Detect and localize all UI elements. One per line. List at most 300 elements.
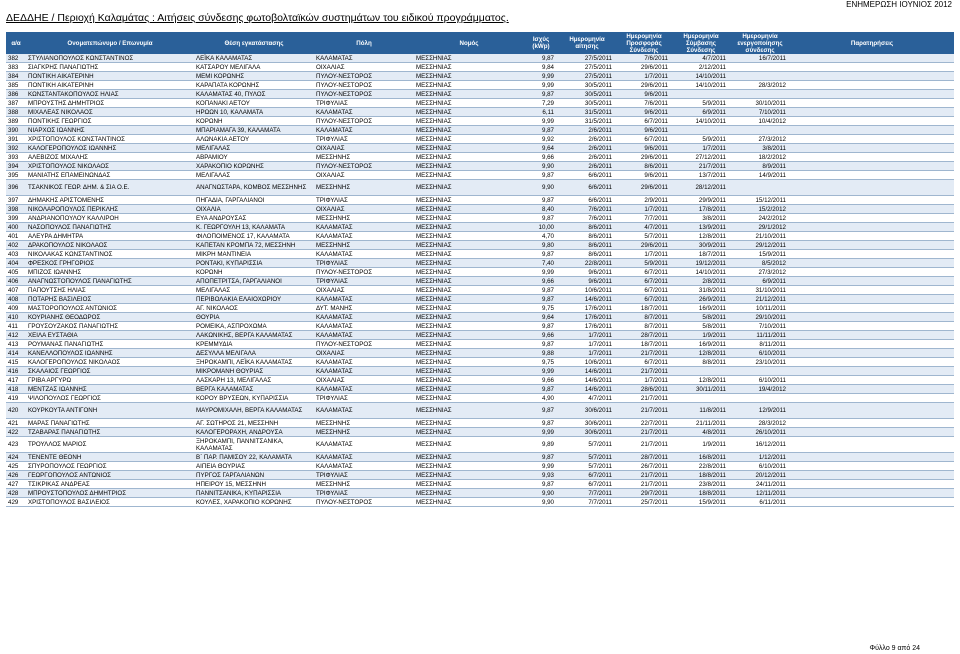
table-cell: ΜΕΣΣΗΝΙΑΣ [414,54,524,63]
table-cell: ΛΑΣΚΑΡΗ 13, ΜΕΛΙΓΑΛΑΣ [194,376,314,385]
table-cell: ΜΕΣΣΗΝΙΑΣ [414,489,524,498]
table-cell: ΟΙΧΑΛΙΑΣ [314,171,414,180]
table-cell: 9,87 [524,54,558,63]
table-cell: 21/7/2011 [616,403,672,419]
table-cell: 387 [6,99,26,108]
table-cell: ΜΕΣΣΗΝΙΑΣ [414,419,524,428]
table-cell: 6/6/2011 [558,196,616,205]
table-row [6,196,954,205]
table-cell [790,268,954,277]
table-cell: 11/11/2011 [730,331,790,340]
page-title [6,12,509,25]
table-cell: 1/9/2011 [672,437,730,453]
table-cell: 29/6/2011 [616,63,672,72]
table-cell: ΜΕΣΣΗΝΗΣ [314,419,414,428]
table-cell: 29/10/2011 [730,313,790,322]
table-cell: 5/7/2011 [616,232,672,241]
table-cell: ΑΝΔΡΙΑΝΟΠΟΥΛΟΥ ΚΑΛΛΙΡΟΗ [26,214,194,223]
table-cell: ΜΕΣΣΗΝΙΑΣ [414,471,524,480]
table-cell: ΟΙΧΑΛΙΑΣ [314,144,414,153]
table-cell: 28/12/2011 [672,180,730,196]
table-cell: 7/7/2011 [616,214,672,223]
table-cell: ΜΕΣΣΗΝΗΣ [314,428,414,437]
table-cell: 4/7/2011 [558,394,616,403]
table-cell [790,322,954,331]
table-row [6,162,954,171]
table-cell [790,304,954,313]
column-header: Ημερομηνία αίτησης [558,32,616,54]
table-cell [730,72,790,81]
table-cell: ΚΑΛΑΜΑΤΑΣ [314,367,414,376]
table-row [6,277,954,286]
table-cell [790,462,954,471]
table-row [6,376,954,385]
table-cell: 31/10/2011 [730,286,790,295]
table-cell: 8/11/2011 [730,340,790,349]
table-cell: ΜΕΝΤΖΑΣ ΙΩΑΝΝΗΣ [26,385,194,394]
table-cell: ΝΑΣΟΠΟΥΛΟΣ ΠΑΝΑΓΙΩΤΗΣ [26,223,194,232]
table-cell: 18/7/2011 [616,340,672,349]
table-cell: ΚΑΛΑΜΑΤΑΣ [314,108,414,117]
table-cell: 9,75 [524,304,558,313]
table-cell: ΘΟΥΡΙΑ [194,313,314,322]
table-cell: 18/7/2011 [616,304,672,313]
table-cell: ΜΙΚΡΟΜΑΝΗ ΘΟΥΡΙΑΣ [194,367,314,376]
table-cell: 1/7/2011 [616,72,672,81]
table-cell: ΜΕΣΣΗΝΙΑΣ [414,322,524,331]
table-cell: 12/8/2011 [672,376,730,385]
table-cell: 9,66 [524,153,558,162]
table-cell [790,376,954,385]
table-cell: ΠΑΝΝΙΤΣΑΝΙΚΑ, ΚΥΠΑΡΙΣΣΙΑ [194,489,314,498]
table-cell [790,162,954,171]
table-cell: 12/9/2011 [730,403,790,419]
table-cell: 415 [6,358,26,367]
table-cell: 390 [6,126,26,135]
table-row [6,99,954,108]
applications-table [6,32,954,507]
table-cell: 9,99 [524,428,558,437]
table-cell [790,367,954,376]
table-cell [790,498,954,507]
table-cell: ΑΒΡΑΜΙΟΥ [194,153,314,162]
table-cell [790,144,954,153]
table-cell: 1/7/2011 [558,331,616,340]
table-cell: 386 [6,90,26,99]
table-cell: 2/6/2011 [558,126,616,135]
table-cell: ΜΕΣΣΗΝΙΑΣ [414,340,524,349]
table-cell: 8/8/2011 [672,358,730,367]
table-cell: 30/11/2011 [672,385,730,394]
table-row [6,295,954,304]
table-cell: ΚΑΛΑΜΑΤΑΣ [314,54,414,63]
table-cell: 6/9/2011 [730,277,790,286]
page-title-text: ΔΕΔΔΗΕ / Περιοχή Καλαμάτας : Αιτήσεις σύνδεσης φωτοβολταϊκών συστημάτων του ειδικού προγράμματος. [6,12,509,24]
table-cell: ΜΕΣΣΗΝΗΣ [314,214,414,223]
table-cell: ΜΕΣΣΗΝΙΑΣ [414,376,524,385]
table-cell: ΚΩΝΣΤΑΝΤΑΚΟΠΟΥΛΟΣ ΗΛΙΑΣ [26,90,194,99]
table-cell [790,135,954,144]
table-cell: 6/7/2011 [616,277,672,286]
table-cell: 7/10/2011 [730,108,790,117]
table-cell: ΜΑΥΡΟΜΙΧΑΛΗ, ΒΕΡΓΑ ΚΑΛΑΜΑΤΑΣ [194,403,314,419]
table-cell: ΜΕΛΙΓΑΛΑΣ [194,171,314,180]
table-cell: ΡΟΝΤΑΚΙ, ΚΥΠΑΡΙΣΣΙΑ [194,259,314,268]
table-cell: ΟΙΧΑΛΙΑΣ [314,349,414,358]
table-cell: ΔΥΤ. ΜΑΝΗΣ [314,304,414,313]
table-cell: 9,90 [524,162,558,171]
table-cell: 14/10/2011 [672,117,730,126]
table-cell: ΧΡΙΣΤΟΠΟΥΛΟΣ ΒΑΣΙΛΕΙΟΣ [26,498,194,507]
table-cell: 5/7/2011 [558,462,616,471]
table-cell: ΚΑΛΑΜΑΤΑΣ [314,126,414,135]
table-cell: 393 [6,153,26,162]
table-cell: 28/6/2011 [616,385,672,394]
table-cell: 10/6/2011 [558,358,616,367]
table-cell: 5/7/2011 [558,453,616,462]
table-cell: ΚΟΡΟΥ ΒΡΥΣΕΩΝ, ΚΥΠΑΡΙΣΣΙΑ [194,394,314,403]
table-cell: 8,40 [524,205,558,214]
table-cell: 2/12/2011 [672,63,730,72]
table-cell: 9,87 [524,250,558,259]
table-cell: ΜΕΣΣΗΝΙΑΣ [414,180,524,196]
table-row [6,81,954,90]
table-cell: ΗΠΕΙΡΟΥ 15, ΜΕΣΣΗΝΗ [194,480,314,489]
table-cell: 14/10/2011 [672,81,730,90]
table-row [6,304,954,313]
table-cell: 1/7/2011 [616,205,672,214]
table-cell [790,214,954,223]
table-cell [790,117,954,126]
table-cell: ΑΝΑΓΝΩΣΤΑΡΑ, ΚΟΜΒΟΣ ΜΕΣΣΗΝΗΣ [194,180,314,196]
table-row [6,489,954,498]
table-cell: 1/7/2011 [672,144,730,153]
table-cell: 413 [6,340,26,349]
table-cell: 9,87 [524,90,558,99]
table-cell: ΜΕΜΙ ΚΟΡΩΝΗΣ [194,72,314,81]
table-cell: 11/8/2011 [672,403,730,419]
table-cell: ΜΕΣΣΗΝΙΑΣ [414,358,524,367]
table-cell: ΕΥΑ ΑΝΔΡΟΥΣΑΣ [194,214,314,223]
table-row [6,153,954,162]
table-cell: ΤΡΙΦΥΛΙΑΣ [314,135,414,144]
table-cell: ΔΗΜΑΚΗΣ ΑΡΙΣΤΟΜΕΝΗΣ [26,196,194,205]
table-cell [790,205,954,214]
table-cell: ΜΕΛΙΓΑΛΑΣ [194,286,314,295]
table-cell: ΞΗΡΟΚΑΜΠΙ, ΠΑΝΝΙΤΣΑΝΙΚΑ, ΚΑΛΑΜΑΤΑΣ [194,437,314,453]
table-cell: ΔΕΣΥΛΛΑ ΜΕΛΙΓΑΛΑ [194,349,314,358]
table-cell: ΜΑΡΑΣ ΠΑΝΑΓΙΩΤΗΣ [26,419,194,428]
table-cell: ΟΙΧΑΛΙΑΣ [314,63,414,72]
table-cell: ΜΕΣΣΗΝΙΑΣ [414,196,524,205]
table-cell: 392 [6,144,26,153]
table-cell [790,340,954,349]
table-cell: 422 [6,428,26,437]
table-cell: ΜΕΣΣΗΝΙΑΣ [414,385,524,394]
table-cell: ΜΕΣΣΗΝΙΑΣ [414,205,524,214]
table-cell: ΠΑΠΟΥΤΣΗΣ ΗΛΙΑΣ [26,286,194,295]
table-cell: ΟΙΧΑΛΙΑ [194,205,314,214]
table-cell: 391 [6,135,26,144]
table-cell: ΧΡΙΣΤΟΠΟΥΛΟΣ ΝΙΚΟΛΑΟΣ [26,162,194,171]
table-cell: 28/3/2012 [730,81,790,90]
table-cell: ΜΕΣΣΗΝΙΑΣ [414,223,524,232]
table-cell: 8/7/2011 [616,313,672,322]
table-row [6,403,954,419]
table-row [6,180,954,196]
table-cell: 8/5/2012 [730,259,790,268]
table-cell: 3/8/2011 [730,144,790,153]
table-cell: 6/7/2011 [558,480,616,489]
table-cell: 384 [6,72,26,81]
table-cell [790,358,954,367]
table-cell: 6/7/2011 [616,268,672,277]
table-cell [790,331,954,340]
table-cell: 427 [6,480,26,489]
table-cell: ΚΑΛΑΜΑΤΑΣ [314,223,414,232]
table-cell: 5/8/2011 [672,313,730,322]
table-cell: ΚΑΝΕΛΛΟΠΟΥΛΟΣ ΙΩΑΝΝΗΣ [26,349,194,358]
table-cell: ΚΑΛΑΜΑΤΑΣ [314,295,414,304]
table-cell: 29/7/2011 [616,489,672,498]
table-cell: 27/5/2011 [558,72,616,81]
table-cell: ΝΙΑΡΧΟΣ ΙΩΑΝΝΗΣ [26,126,194,135]
table-cell: 1/9/2011 [672,331,730,340]
table-cell: 9,87 [524,214,558,223]
table-cell: ΧΕΙΛΑ ΕΥΣΤΑΘΙΑ [26,331,194,340]
table-row [6,367,954,376]
column-header: Θέση εγκατάστασης [194,32,314,54]
table-cell: 9,87 [524,196,558,205]
table-cell: ΜΕΣΣΗΝΗΣ [314,241,414,250]
table-cell: 9,89 [524,437,558,453]
table-cell: 410 [6,313,26,322]
table-cell: 2/9/2011 [616,196,672,205]
table-cell: 19/12/2011 [672,259,730,268]
table-cell: 18/8/2011 [672,489,730,498]
table-cell: ΠΥΛΟΥ-ΝΕΣΤΟΡΟΣ [314,72,414,81]
table-cell: 2/6/2011 [558,135,616,144]
table-cell: ΜΕΣΣΗΝΙΑΣ [414,232,524,241]
table-row [6,419,954,428]
table-cell: 5/9/2011 [672,99,730,108]
table-cell: 403 [6,250,26,259]
table-cell: 407 [6,286,26,295]
table-cell: ΨΙΛΟΠΟΥΛΟΣ ΓΕΩΡΓΙΟΣ [26,394,194,403]
table-cell: 9/6/2011 [616,171,672,180]
table-cell: 27/3/2012 [730,135,790,144]
table-cell [790,171,954,180]
table-cell: ΜΕΣΣΗΝΙΑΣ [414,286,524,295]
table-cell: ΚΑΛΑΜΑΤΑΣ [314,403,414,419]
table-cell [790,63,954,72]
table-cell: ΤΕΝΕΝΤΕ ΘΕΟΝΗ [26,453,194,462]
table-cell: 9,87 [524,480,558,489]
table-cell: 402 [6,241,26,250]
table-row [6,462,954,471]
table-cell: 9,87 [524,385,558,394]
table-cell: 7/7/2011 [558,498,616,507]
table-cell: 9,87 [524,403,558,419]
table-cell: ΑΓ. ΣΩΤΗΡΟΣ 21, ΜΕΣΣΗΝΗ [194,419,314,428]
table-cell: 17/6/2011 [558,304,616,313]
table-cell: 7/7/2011 [558,489,616,498]
table-cell: ΟΙΧΑΛΙΑΣ [314,376,414,385]
table-cell: ΜΑΣΤΟΡΟΠΟΥΛΟΣ ΑΝΤΩΝΙΟΣ [26,304,194,313]
table-cell: 27/3/2012 [730,268,790,277]
table-cell [790,232,954,241]
table-cell: 21/11/2011 [672,419,730,428]
table-cell: ΜΕΛΙΓΑΛΑΣ [194,144,314,153]
table-cell: 28/7/2011 [616,453,672,462]
table-cell: ΜΕΣΣΗΝΙΑΣ [414,349,524,358]
table-cell: 426 [6,471,26,480]
table-cell: ΜΕΣΣΗΝΙΑΣ [414,90,524,99]
table-cell: ΜΠΑΡΙΑΜΑΓΑ 39, ΚΑΛΑΜΑΤΑ [194,126,314,135]
table-cell: ΜΕΣΣΗΝΙΑΣ [414,214,524,223]
table-cell: ΜΕΣΣΗΝΙΑΣ [414,153,524,162]
table-cell: 9,99 [524,462,558,471]
table-row [6,480,954,489]
table-cell: 24/11/2011 [730,480,790,489]
table-cell: 9/6/2011 [616,90,672,99]
table-cell: ΜΕΣΣΗΝΙΑΣ [414,81,524,90]
table-cell [790,471,954,480]
table-cell: 9,90 [524,498,558,507]
table-cell: 9,80 [524,241,558,250]
table-cell: 396 [6,180,26,196]
table-cell: 7/6/2011 [616,99,672,108]
table-cell: 8/9/2011 [730,162,790,171]
table-cell: 14/10/2011 [672,72,730,81]
table-cell: 22/7/2011 [616,419,672,428]
table-cell: ΚΑΠΕΤΑΝ ΚΡΟΜΠΑ 72, ΜΕΣΣΗΝΗ [194,241,314,250]
table-cell: ΜΕΣΣΗΝΙΑΣ [414,295,524,304]
table-cell: 21/10/2011 [730,232,790,241]
table-cell: 9/6/2011 [616,144,672,153]
table-cell: ΜΕΣΣΗΝΙΑΣ [414,72,524,81]
table-cell: ΣΙΑΓΚΡΗΣ ΠΑΝΑΓΙΩΤΗΣ [26,63,194,72]
table-cell: 20/12/2011 [730,471,790,480]
table-cell [790,403,954,419]
table-cell [790,419,954,428]
table-cell: 383 [6,63,26,72]
table-cell: 7/6/2011 [558,205,616,214]
table-cell: 9,87 [524,171,558,180]
table-cell: ΤΡΙΦΥΛΙΑΣ [314,489,414,498]
table-cell: ΚΑΛΑΜΑΤΑΣ [314,453,414,462]
table-cell: 9,93 [524,471,558,480]
table-cell: ΚΟΡΩΝΗ [194,117,314,126]
table-cell: ΜΕΣΣΗΝΙΑΣ [414,394,524,403]
table-cell: 408 [6,295,26,304]
table-cell: ΑΛΕΒΙΖΟΣ ΜΙΧΑΛΗΣ [26,153,194,162]
table-row [6,428,954,437]
table-cell: ΚΑΛΑΜΑΤΑΣ [314,232,414,241]
table-cell: 21/7/2011 [672,162,730,171]
table-cell: ΚΑΡΑΠΑΤΑ ΚΟΡΩΝΗΣ [194,81,314,90]
table-cell: ΜΕΣΣΗΝΙΑΣ [414,367,524,376]
table-cell: ΠΟΝΤΙΚΗ ΑΙΚΑΤΕΡΙΝΗ [26,81,194,90]
table-cell: 6/10/2011 [730,376,790,385]
table-cell: 4/8/2011 [672,428,730,437]
table-cell: 6,11 [524,108,558,117]
table-cell: ΚΑΛΑΜΑΤΑΣ [314,462,414,471]
table-cell: ΜΕΣΣΗΝΙΑΣ [414,250,524,259]
table-cell: ΜΕΣΣΗΝΙΑΣ [414,99,524,108]
table-cell: ΠΟΤΑΡΗΣ ΒΑΣΙΛΕΙΟΣ [26,295,194,304]
table-row [6,453,954,462]
table-cell: 31/5/2011 [558,117,616,126]
table-cell: 405 [6,268,26,277]
table-cell: ΜΙΚΡΗ ΜΑΝΤΙΝΕΙΑ [194,250,314,259]
table-cell: 10/6/2011 [558,286,616,295]
table-cell: ΜΕΣΣΗΝΙΑΣ [414,117,524,126]
table-cell: 6/9/2011 [672,108,730,117]
page-number: Φύλλο 9 από 24 [869,645,920,652]
table-cell: ΤΡΙΦΥΛΙΑΣ [314,99,414,108]
column-header: α/α [6,32,26,54]
table-cell [790,180,954,196]
column-header: Ημερομηνία ενεργοποίησης σύνδεσης [730,32,790,54]
table-cell: 14/10/2011 [672,268,730,277]
table-cell: 17/6/2011 [558,313,616,322]
table-cell: ΚΑΛΑΜΑΤΑΣ [314,331,414,340]
table-cell [790,196,954,205]
table-cell: ΜΕΣΣΗΝΙΑΣ [414,403,524,419]
table-cell: 7/10/2011 [730,322,790,331]
table-cell [790,394,954,403]
table-cell: 4,90 [524,394,558,403]
table-cell: 27/5/2011 [558,63,616,72]
table-cell: 22/8/2011 [558,259,616,268]
table-cell: 14/9/2011 [730,171,790,180]
table-cell: 30/9/2011 [672,241,730,250]
table-cell: 29/6/2011 [616,241,672,250]
table-cell: ΗΡΩΩΝ 10, ΚΑΛΑΜΑΤΑ [194,108,314,117]
table-cell: 9,99 [524,72,558,81]
table-cell: 26/9/2011 [672,295,730,304]
table-cell: ΜΕΣΣΗΝΙΑΣ [414,108,524,117]
table-cell: 9,84 [524,63,558,72]
table-cell: ΚΡΕΜΜΥΔΙΑ [194,340,314,349]
table-cell: 15/9/2011 [730,250,790,259]
table-row [6,223,954,232]
table-cell [790,437,954,453]
table-cell: 12/8/2011 [672,349,730,358]
table-cell: ΑΙΠΕΙΑ ΘΟΥΡΙΑΣ [194,462,314,471]
table-cell: ΚΟΥΛΕΣ, ΧΑΡΑΚΟΠΙΟ ΚΟΡΩΝΗΣ [194,498,314,507]
table-row [6,144,954,153]
table-cell: 30/6/2011 [558,428,616,437]
table-row [6,322,954,331]
table-cell [790,241,954,250]
table-cell: ΤΡΙΦΥΛΙΑΣ [314,277,414,286]
table-cell: 30/10/2011 [730,99,790,108]
table-cell [790,428,954,437]
table-cell: ΜΕΣΣΗΝΙΑΣ [414,462,524,471]
table-cell [790,349,954,358]
table-cell: 409 [6,304,26,313]
table-cell: 14/6/2011 [558,295,616,304]
table-cell: ΜΙΧΑΛΕΑΣ ΝΙΚΟΛΑΟΣ [26,108,194,117]
table-cell: 10/4/2012 [730,117,790,126]
table-cell: ΠΥΛΟΥ-ΝΕΣΤΟΡΟΣ [314,498,414,507]
table-cell: ΜΕΣΣΗΝΙΑΣ [414,135,524,144]
table-cell: 1/12/2011 [730,453,790,462]
table-cell: 21/12/2011 [730,295,790,304]
table-row [6,340,954,349]
